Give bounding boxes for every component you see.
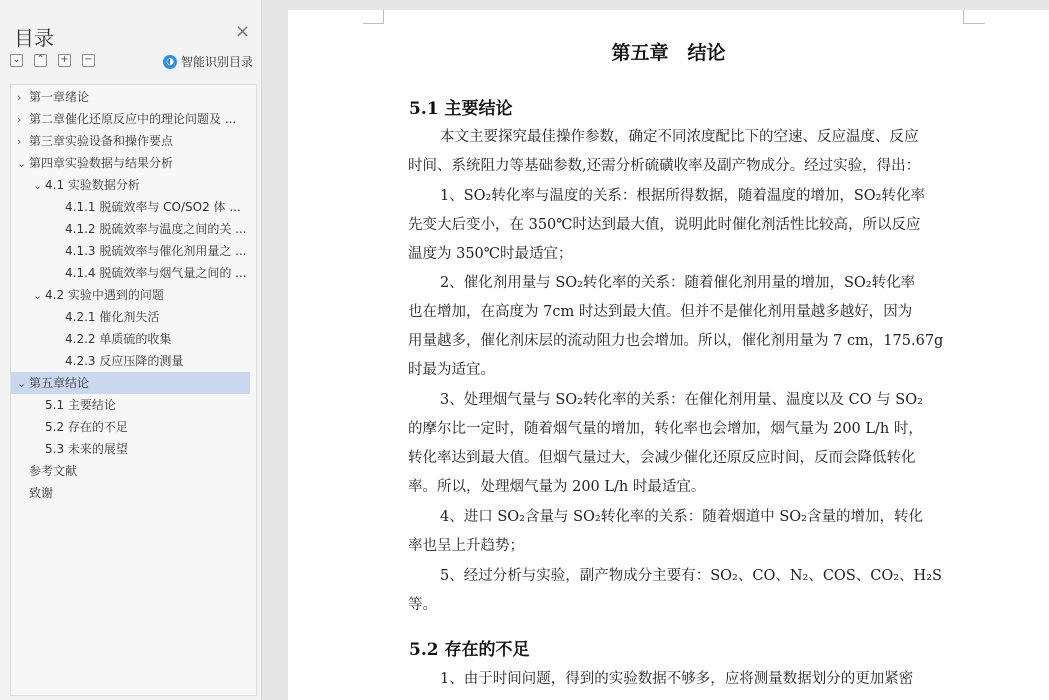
text-line: 4、进口 SO₂含量与 SO₂转化率的关系：随着烟道中 SO₂含量的增加，转化 [440,509,923,525]
toc-item[interactable] [11,438,250,460]
smart-recognize-icon: ◑ [163,55,177,69]
paragraph [408,269,963,385]
paragraph [408,123,963,181]
text-line: 3、处理烟气量与 SO₂转化率的关系：在催化剂用量、温度以及 CO 与 SO₂ [440,392,923,408]
chevron-icon[interactable]: ⌄ [33,179,43,192]
toc-item-label: 4.1.1 脱硫效率与 CO/SO2 体 ... [65,200,241,214]
smart-toc-label: 智能识别目录 [181,55,254,69]
toc-item-label: 4.1.2 脱硫效率与温度之间的关 ... [65,222,247,236]
add-heading-button[interactable]: + [58,54,71,67]
toc-item-label: 4.2 实验中遇到的问题 [45,288,164,302]
toc-item-label: 4.2.2 单质硫的收集 [65,332,172,346]
toc-item-label: 第二章催化还原反应中的理论问题及 ... [29,112,237,126]
toc-item[interactable] [11,328,250,350]
toc-item[interactable] [11,174,250,196]
text-line: 率。所以，处理烟气量为 200 L/h 时最适宜。 [408,479,706,495]
toc-item[interactable] [11,262,250,284]
chevron-icon[interactable]: ⌄ [17,157,27,170]
text-line: 1、SO₂转化率与温度的关系：根据所得数据，随着温度的增加，SO₂转化率 [440,188,925,204]
text-line: 用量越多，催化剂床层的流动阻力也会增加。所以，催化剂用量为 7 cm，175.67g [408,333,944,349]
text-line: 转化率达到最大值。但烟气量过大，会减少催化还原反应时间，反而会降低转化 [408,450,916,466]
text-line: 等。 [408,597,437,613]
crop-mark [963,23,985,24]
toc-item-label: 4.2.3 反应压降的测量 [65,354,184,368]
text-line: 时间、系统阻力等基础参数,还需分析硫磺收率及副产物成分。经过实验，得出： [408,158,921,174]
paragraph [408,182,963,269]
text-line: 先变大后变小，在 350℃时达到最大值，说明此时催化剂活性比较高，所以反应 [408,217,921,233]
chevron-icon[interactable]: › [17,113,22,126]
toc-item[interactable] [11,108,250,130]
chevron-icon[interactable]: ⌄ [33,289,43,302]
toc-item-label: 4.1.3 脱硫效率与催化剂用量之 ... [65,244,247,258]
text-line: 5、经过分析与实验，副产物成分主要有：SO₂、CO、N₂、COS、CO₂、H₂S [440,568,942,584]
section-title: 5.2 存在的不足 [409,640,530,660]
smart-toc-button[interactable] [163,53,253,70]
toc-list [10,84,257,696]
toc-item[interactable] [11,218,250,240]
toc-item[interactable] [11,350,250,372]
toc-pane [0,0,262,700]
crop-mark [963,10,964,24]
toc-item[interactable] [11,240,250,262]
toc-item-label: 4.1 实验数据分析 [45,178,140,192]
text-line: 2、催化剂用量与 SO₂转化率的关系：随着催化剂用量的增加，SO₂转化率 [440,275,916,291]
toc-item-label: 第一章绪论 [29,90,90,104]
text-line: 1、由于时间问题，得到的实验数据不够多，应将测量数据划分的更加紧密 [440,671,914,687]
paragraph [408,665,963,694]
text-line: 也在增加，在高度为 7cm 时达到最大值。但并不是催化剂用量越多越好，因为 [408,304,913,320]
toc-item[interactable] [11,196,250,218]
toc-item-label: 第四章实验数据与结果分析 [29,156,174,170]
toc-item[interactable] [11,372,250,394]
toc-item[interactable] [11,130,250,152]
toc-item-label: 致谢 [29,486,54,500]
toc-item[interactable] [11,416,250,438]
chevron-icon[interactable]: › [17,135,22,148]
toc-title: 目录 [14,26,54,50]
toc-toolbar [10,54,95,67]
toc-item-label: 5.3 未来的展望 [45,442,128,456]
crop-mark [363,23,383,24]
section-title: 5.1 主要结论 [409,99,513,119]
toc-item-label: 第三章实验设备和操作要点 [29,134,174,148]
paragraph [408,503,963,561]
text-line: 温度为 350℃时最适宜； [408,246,573,262]
toc-item[interactable] [11,306,250,328]
document-page [288,10,1049,700]
text-line: 率也呈上升趋势； [408,538,524,554]
chevron-icon[interactable]: › [17,91,22,104]
paragraph [408,562,963,620]
toc-item-label: 第五章结论 [29,376,90,390]
toc-item[interactable] [11,482,250,504]
toc-item[interactable] [11,460,250,482]
toc-item[interactable] [11,394,250,416]
expand-all-button[interactable]: ⌃ [34,54,47,67]
crop-mark [383,10,384,24]
paragraph [408,386,963,502]
text-line: 本文主要探究最佳操作参数，确定不同浓度配比下的空速、反应温度、反应 [440,129,919,145]
toc-item-label: 4.1.4 脱硫效率与烟气量之间的 ... [65,266,247,280]
toc-item-label: 5.2 存在的不足 [45,420,128,434]
toc-item-label: 4.2.1 催化剂失活 [65,310,160,324]
text-line: 时最为适宜。 [408,362,495,378]
close-icon[interactable]: × [235,21,251,42]
remove-heading-button[interactable]: − [82,54,95,67]
toc-item[interactable] [11,86,250,108]
toc-item[interactable] [11,284,250,306]
toc-item-label: 参考文献 [29,464,78,478]
chevron-icon[interactable]: ⌄ [17,377,27,390]
toc-item-label: 5.1 主要结论 [45,398,116,412]
collapse-all-button[interactable]: ⌄ [10,54,23,67]
text-line: 的摩尔比一定时，随着烟气量的增加，转化率也会增加，烟气量为 200 L/h 时， [408,421,923,437]
toc-item[interactable] [11,152,250,174]
top-strip [262,0,1049,8]
chapter-title: 第五章 结论 [611,42,726,64]
